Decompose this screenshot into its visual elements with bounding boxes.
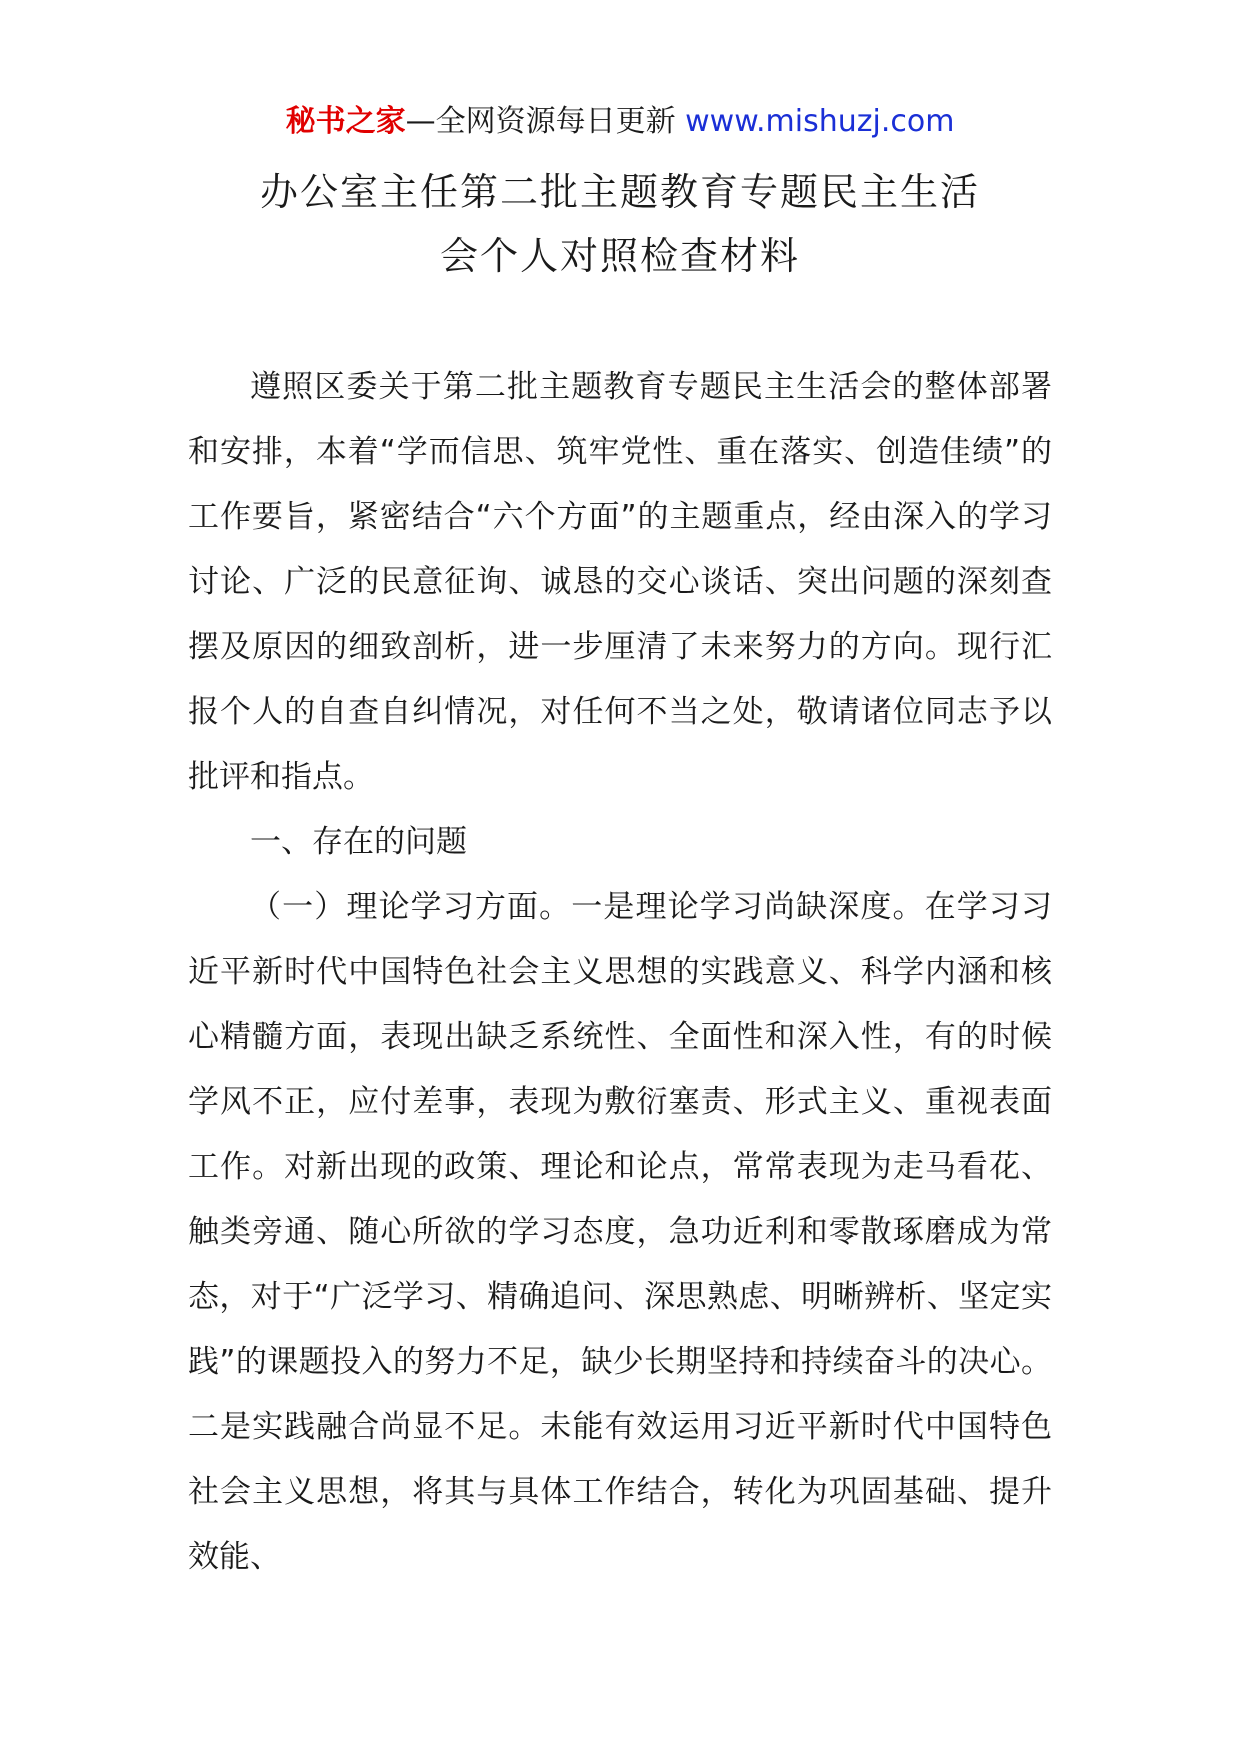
section-heading: 一、存在的问题 — [250, 824, 467, 860]
title-line-1: 办公室主任第二批主题教育专题民主生活 — [259, 170, 980, 214]
section-paragraph: （一）理论学习方面。一是理论学习尚缺深度。在学习习近平新时代中国特色社会主义思想的实践意义、科学内涵和核心精髓方面，表现出缺乏系统性、全面性和深入性，有的时候学风不正，应付差事，表现为敷衍塞责、形式主义、重视表面工作。对新出现的政策、理论和论点，常常表现为走马看花、触类旁通、随心所欲的学习态度，急功近利和零散琢磨成为常态，对于“广泛学习、精确追问、深思熟虑、明晰辨析、坚定实践”的课题投入的努力不足，缺少长期坚持和持续奋斗的决心。二是实践融合尚显不足。未能有效运用习近平新时代中国特色社会主义思想，将其与具体工作结合，转化为巩固基础、提升效能、 — [188, 889, 1052, 1575]
site-banner — [0, 100, 1240, 144]
intro-paragraph: 遵照区委关于第二批主题教育专题民主生活会的整体部署和安排，本着“学而信思、筑牢党性、重在落实、创造佳绩”的工作要旨，紧密结合“六个方面”的主题重点，经由深入的学习讨论、广泛的民意征询、诚恳的交心谈话、突出问题的深刻查摆及原因的细致剖析，进一步厘清了未来努力的方向。现行汇报个人的自查自纠情况，对任何不当之处，敬请诸位同志予以批评和指点。 — [188, 369, 1052, 795]
title-line-2: 会个人对照检查材料 — [439, 234, 800, 278]
banner-tagline: —全网资源每日更新 — [405, 104, 676, 139]
document-title — [190, 160, 1050, 288]
brand-name: 秘书之家 — [285, 104, 406, 139]
document-body — [188, 355, 1052, 1590]
site-url-link[interactable]: www.mishuzj.com — [685, 104, 955, 139]
